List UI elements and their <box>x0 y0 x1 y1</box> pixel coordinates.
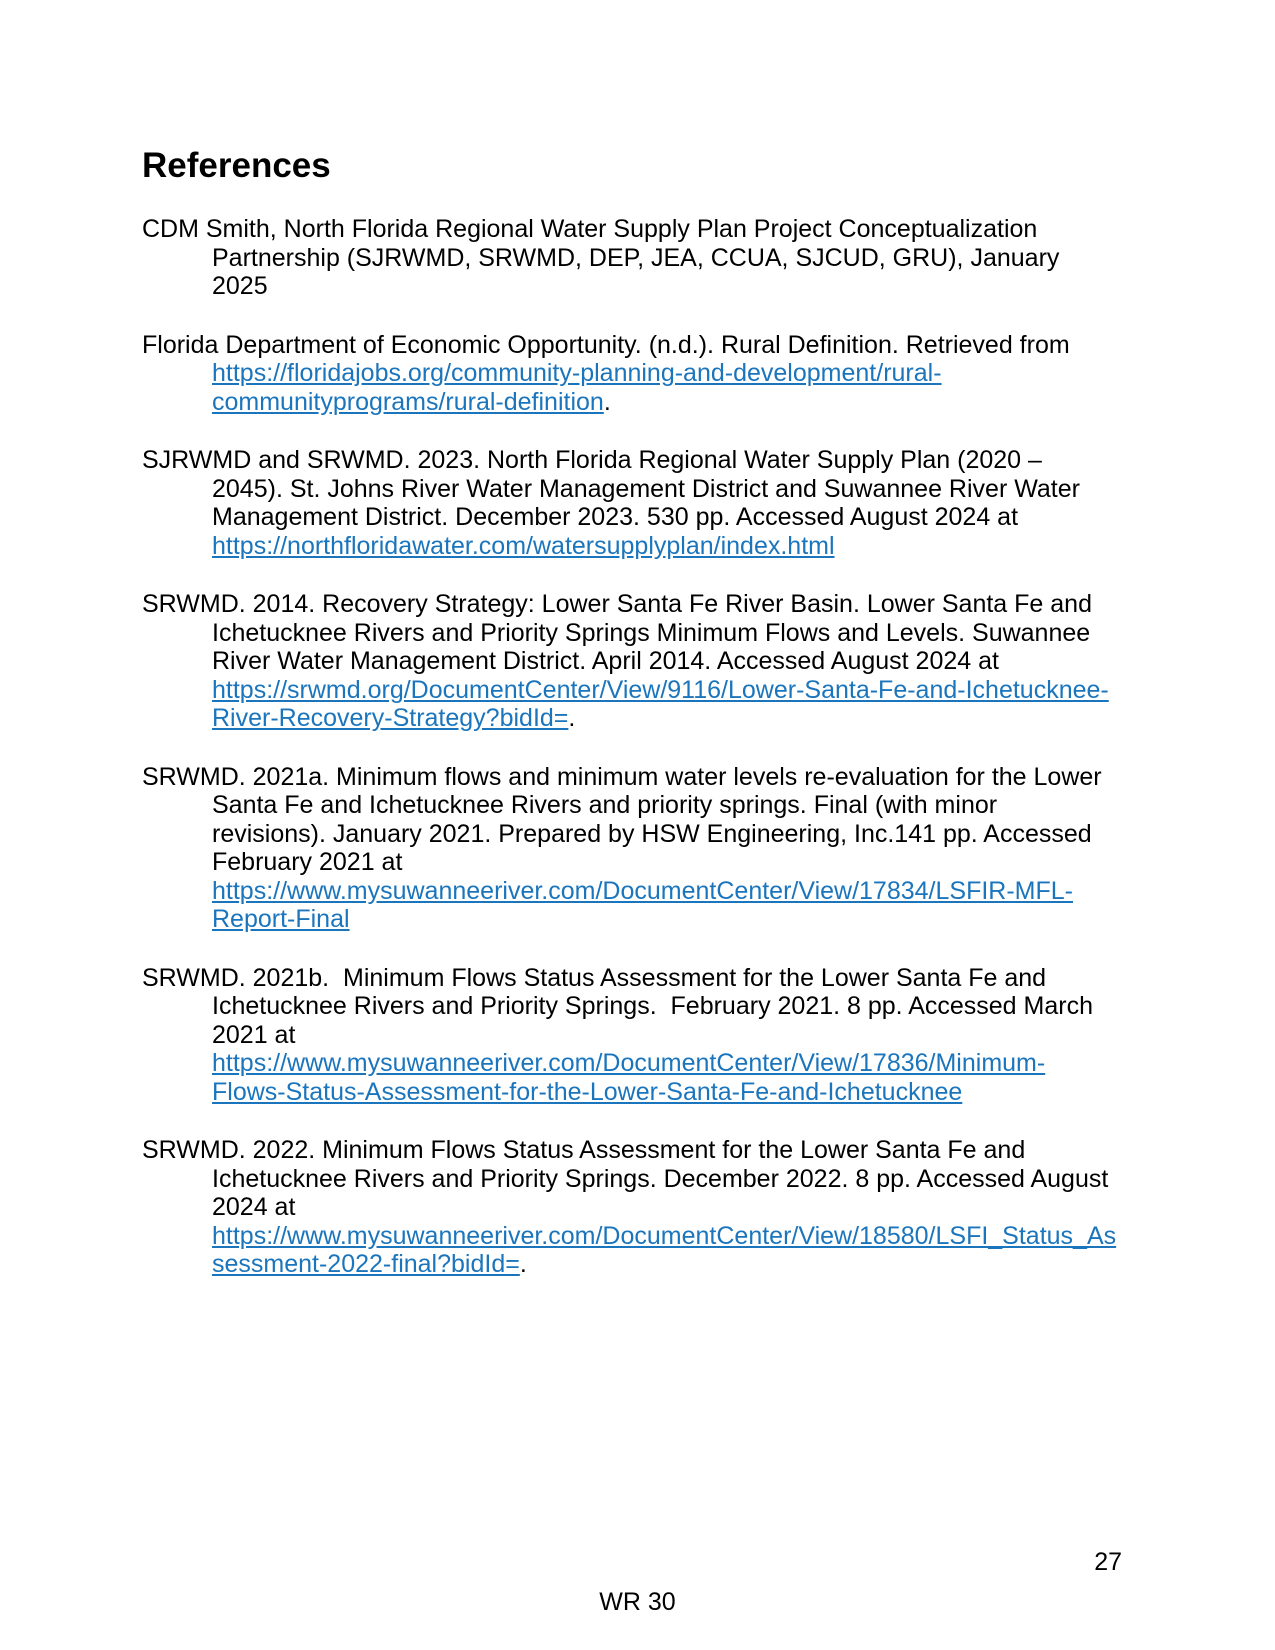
reference-text: Florida Department of Economic Opportunity. (n.d.). Rural Definition. Retrieved from <box>142 330 1077 359</box>
reference-text: SRWMD. 2021a. Minimum flows and minimum water levels re-evaluation for the Lower Santa Fe and Ichetucknee Rivers and priority springs. Final (with minor revisions). January 2021. Prepared by HSW Engineering, Inc.141 pp. Accessed February 2021 at <box>142 762 1109 876</box>
reference-text: SRWMD. 2021b. Minimum Flows Status Assessment for the Lower Santa Fe and Ichetucknee Rivers and Priority Springs. February 2021. 8 pp. Accessed March 2021 at <box>142 963 1100 1049</box>
page-number: 27 <box>1094 1548 1122 1576</box>
reference-text: . <box>568 704 576 732</box>
reference-link[interactable]: https://www.mysuwanneeriver.com/DocumentCenter/View/17836/Minimum-Flows-Status-Assessment-for-the-Lower-Santa-Fe-and-Ichetucknee <box>212 1049 1046 1106</box>
reference-entry <box>142 763 1117 934</box>
page-title: References <box>142 146 331 185</box>
reference-text: CDM Smith, North Florida Regional Water Supply Plan Project Conceptualization Partnership (SJRWMD, SRWMD, DEP, JEA, CCUA, SJCUD, GRU), January 2025 <box>142 215 1067 300</box>
reference-entry <box>142 331 1117 417</box>
reference-text: SJRWMD and SRWMD. 2023. North Florida Regional Water Supply Plan (2020 – 2045). St. Johns River Water Management District and Suwannee River Water Management District. December 2023. 530 pp. Accessed August 2024 at <box>142 446 1087 531</box>
reference-entry <box>142 964 1117 1107</box>
footer-doc-code: WR 30 <box>599 1588 676 1616</box>
reference-link[interactable]: https://srwmd.org/DocumentCenter/View/9116/Lower-Santa-Fe-and-Ichetucknee-River-Recovery-Strategy?bidId= <box>212 675 1109 732</box>
reference-entry <box>142 446 1117 560</box>
reference-text: . <box>519 1250 527 1278</box>
reference-entry <box>142 590 1117 733</box>
reference-text: SRWMD. 2022. Minimum Flows Status Assessment for the Lower Santa Fe and Ichetucknee Rivers and Priority Springs. December 2022. 8 pp. Accessed August 2024 at <box>142 1136 1116 1221</box>
reference-link[interactable]: https://floridajobs.org/community-planning-and-development/rural-communityprograms/rural-definition <box>212 359 942 416</box>
references-list <box>142 215 1117 1279</box>
reference-link[interactable]: https://northfloridawater.com/watersupplyplan/index.html <box>212 531 835 560</box>
page-content <box>142 146 1117 1309</box>
reference-entry <box>142 215 1117 301</box>
reference-link[interactable]: https://www.mysuwanneeriver.com/DocumentCenter/View/18580/LSFI_Status_Assessment-2022-final?bidId= <box>212 1221 1117 1278</box>
reference-link[interactable]: https://www.mysuwanneeriver.com/DocumentCenter/View/17834/LSFIR-MFL-Report-Final <box>212 876 1073 933</box>
reference-entry <box>142 1136 1117 1279</box>
reference-text: SRWMD. 2014. Recovery Strategy: Lower Santa Fe River Basin. Lower Santa Fe and Ichetucknee Rivers and Priority Springs Minimum Flows and Levels. Suwannee River Water Management District. April 2014. Accessed August 2024 at <box>142 590 1099 675</box>
reference-text: . <box>603 387 611 416</box>
